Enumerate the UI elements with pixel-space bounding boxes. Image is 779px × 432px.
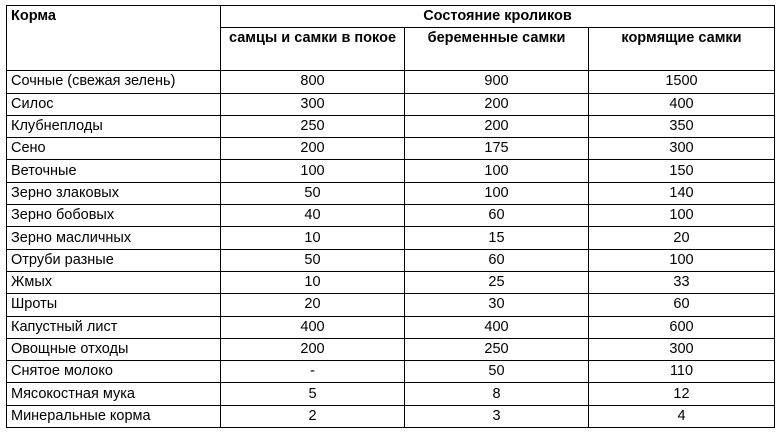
- value-lactating: 100: [589, 249, 775, 271]
- value-pregnant: 200: [405, 93, 589, 115]
- value-lactating: 300: [589, 338, 775, 360]
- feed-name: Минеральные корма: [7, 405, 221, 427]
- feed-name: Зерно масличных: [7, 227, 221, 249]
- feed-name: Сено: [7, 138, 221, 160]
- value-lactating: 150: [589, 160, 775, 182]
- value-rest: 100: [221, 160, 405, 182]
- value-lactating: 4: [589, 405, 775, 427]
- table-row: [7, 182, 775, 204]
- table-row: [7, 383, 775, 405]
- state-header-rest: самцы и самки в покое: [221, 28, 405, 71]
- value-rest: 10: [221, 271, 405, 293]
- feed-name: Силос: [7, 93, 221, 115]
- table-row: [7, 227, 775, 249]
- value-lactating: 600: [589, 316, 775, 338]
- table-row: [7, 93, 775, 115]
- feed-name: Сочные (свежая зелень): [7, 71, 221, 93]
- value-lactating: 110: [589, 361, 775, 383]
- value-rest: 50: [221, 249, 405, 271]
- value-rest: 40: [221, 205, 405, 227]
- value-rest: 250: [221, 115, 405, 137]
- header-row-1: [7, 6, 775, 28]
- feed-name: Клубнеплоды: [7, 115, 221, 137]
- feed-name: Мясокостная мука: [7, 383, 221, 405]
- value-lactating: 1500: [589, 71, 775, 93]
- value-lactating: 12: [589, 383, 775, 405]
- value-rest: 200: [221, 138, 405, 160]
- state-header-pregnant: беременные самки: [405, 28, 589, 71]
- value-rest: 400: [221, 316, 405, 338]
- feed-name: Веточные: [7, 160, 221, 182]
- table-row: [7, 249, 775, 271]
- value-rest: 10: [221, 227, 405, 249]
- value-pregnant: 25: [405, 271, 589, 293]
- feed-name: Зерно злаковых: [7, 182, 221, 204]
- feed-name: Зерно бобовых: [7, 205, 221, 227]
- feed-table: [6, 5, 775, 428]
- feed-name: Шроты: [7, 294, 221, 316]
- value-rest: 20: [221, 294, 405, 316]
- value-rest: 2: [221, 405, 405, 427]
- table-row: [7, 160, 775, 182]
- table-row: [7, 205, 775, 227]
- table-row: [7, 316, 775, 338]
- value-pregnant: 900: [405, 71, 589, 93]
- table-row: [7, 138, 775, 160]
- value-lactating: 350: [589, 115, 775, 137]
- value-rest: -: [221, 361, 405, 383]
- value-pregnant: 400: [405, 316, 589, 338]
- value-lactating: 100: [589, 205, 775, 227]
- value-rest: 50: [221, 182, 405, 204]
- table-row: [7, 338, 775, 360]
- state-group-header: Состояние кроликов: [221, 6, 775, 28]
- feed-name: Овощные отходы: [7, 338, 221, 360]
- value-lactating: 140: [589, 182, 775, 204]
- value-pregnant: 250: [405, 338, 589, 360]
- feed-name: Жмых: [7, 271, 221, 293]
- table-row: [7, 271, 775, 293]
- value-rest: 5: [221, 383, 405, 405]
- table-row: [7, 115, 775, 137]
- value-rest: 200: [221, 338, 405, 360]
- feed-name: Капустный лист: [7, 316, 221, 338]
- value-rest: 300: [221, 93, 405, 115]
- value-lactating: 400: [589, 93, 775, 115]
- value-pregnant: 3: [405, 405, 589, 427]
- state-header-lactating: кормящие самки: [589, 28, 775, 71]
- table-row: [7, 294, 775, 316]
- value-pregnant: 60: [405, 249, 589, 271]
- value-pregnant: 30: [405, 294, 589, 316]
- value-pregnant: 8: [405, 383, 589, 405]
- value-lactating: 60: [589, 294, 775, 316]
- value-pregnant: 100: [405, 182, 589, 204]
- value-lactating: 33: [589, 271, 775, 293]
- value-pregnant: 200: [405, 115, 589, 137]
- value-pregnant: 15: [405, 227, 589, 249]
- value-rest: 800: [221, 71, 405, 93]
- feed-name: Снятое молоко: [7, 361, 221, 383]
- feed-column-header: Корма: [7, 6, 221, 71]
- value-pregnant: 175: [405, 138, 589, 160]
- table-row: [7, 361, 775, 383]
- value-lactating: 300: [589, 138, 775, 160]
- value-pregnant: 60: [405, 205, 589, 227]
- table-row: [7, 71, 775, 93]
- feed-name: Отруби разные: [7, 249, 221, 271]
- value-lactating: 20: [589, 227, 775, 249]
- table-row: [7, 405, 775, 427]
- value-pregnant: 50: [405, 361, 589, 383]
- value-pregnant: 100: [405, 160, 589, 182]
